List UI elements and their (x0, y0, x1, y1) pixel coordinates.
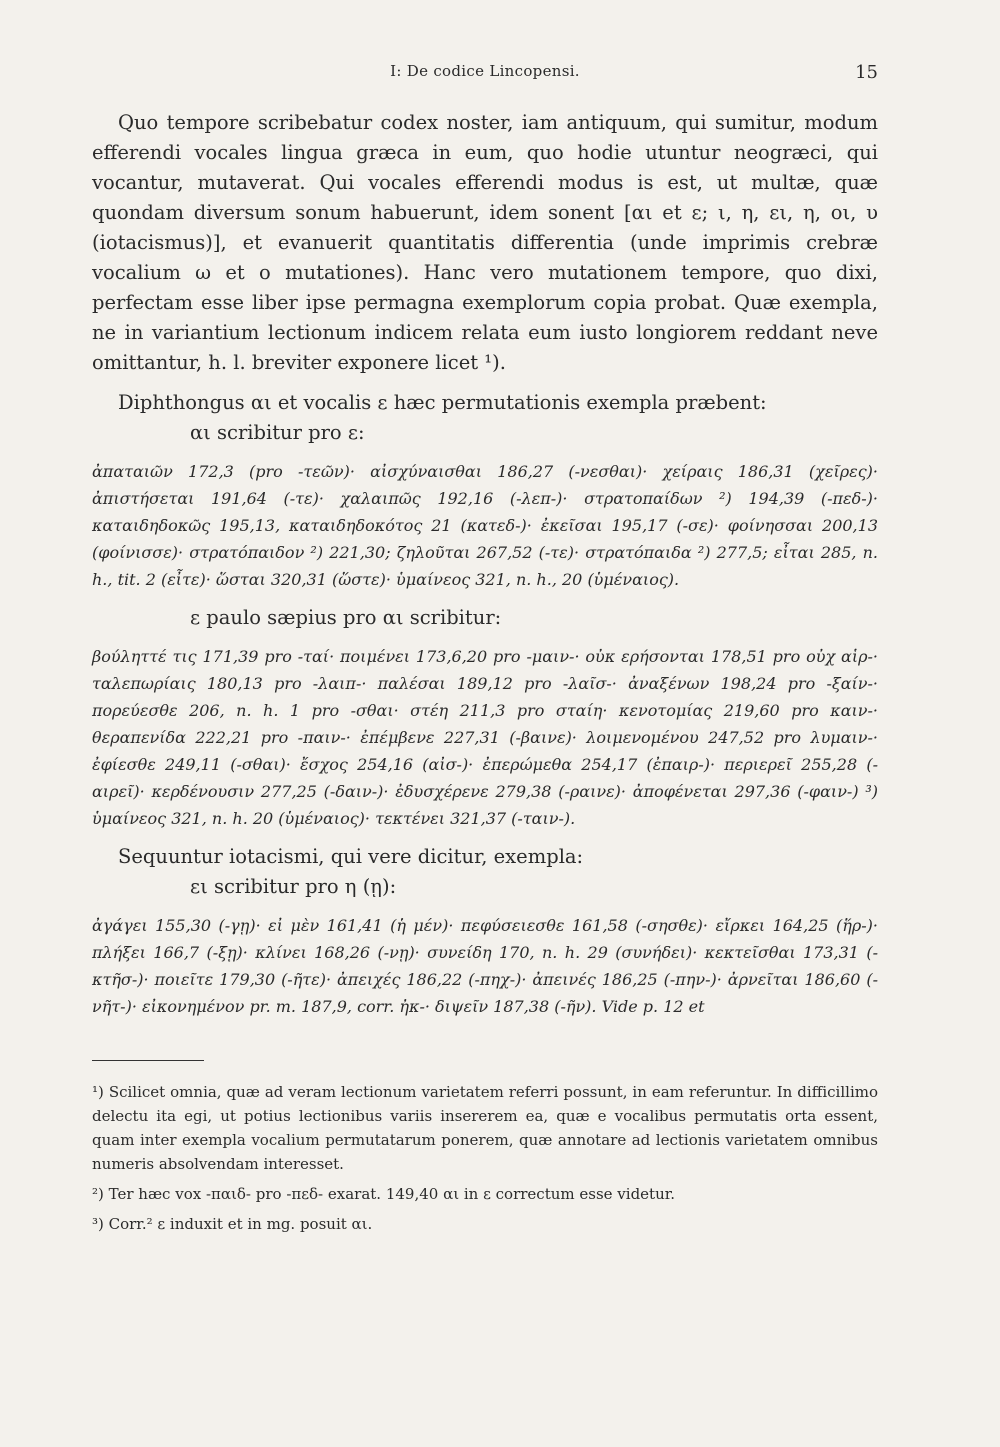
footnote-rule (92, 1060, 204, 1061)
footnote-1: ¹) Scilicet omnia, quæ ad veram lectionum varietatem referri possunt, in eam referuntur. In difficillimo delectu ita egi, ut potius lectionibus variis insererem ea, quæ e vocalibus permutatis orta essent, quam inter exempla vocalium permutatarum ponerem, quæ annotare ad lectionis varietatem omnibus numeris absolvendam interesset. (92, 1083, 878, 1173)
subheading-e-for-ai: ε paulo sæpius pro αι scribitur: (190, 606, 502, 629)
main-text (92, 108, 878, 1020)
footnotes (92, 1080, 878, 1236)
paragraph-iotacism: Sequuntur iotacismi, qui vere dicitur, exempla: (118, 845, 584, 868)
examples-ei-for-e: ἀγάγει 155,30 (-γῃ)· εἰ μὲν 161,41 (ἡ μέν)· πεφύσειεσθε 161,58 (-σησθε)· εἴρκει 164,25 (ἥρ-)· πλήξει 166,7 (-ξῃ)· κλίνει 168,26 (-νῃ)· συνείδη 170, n. h. 29 (συνήδει)· κεκτεῖσθαι 173,31 (-κτῆσ-)· ποιεῖτε 179,30 (-ῆτε)· ἀπειχές 186,22 (-πηχ-)· ἀπεινές 186,25 (-πην-)· ἀρνεῖται 186,60 (-νῆτ-)· εἰκονημένον pr. m. 187,9, corr. ἠκ-· διψεῖν 187,38 (-ῆν). Vide p. 12 et (92, 916, 878, 1016)
paragraph-diphthong: Diphthongus αι et vocalis ε hæc permutationis exempla præbent: (118, 391, 767, 414)
paragraph-intro: Quo tempore scribebatur codex noster, iam antiquum, qui sumitur, modum efferendi vocales lingua græca in eum, quo hodie utuntur neogræci, qui vocantur, mutaverat. Qui vocales efferendi modus is est, ut multæ, quæ quondam diversum sonum habuerunt, idem sonent [αι et ε; ι, η, ει, η, οι, υ (iotacismus)], et evanuerit quantitatis differentia (unde imprimis crebræ vocalium ω et ο mutationes). Hanc vero mutationem tempore, quo dixi, perfectam esse liber ipse permagna exemplorum copia probat. Quæ exempla, ne in variantium lectionum indicem relata eum iusto longiorem reddant neve omittantur, h. l. breviter exponere licet ¹). (92, 111, 878, 374)
examples-ai-for-e: ἀπαταιῶν 172,3 (pro -τεῶν)· αἰσχύναισθαι 186,27 (-νεσθαι)· χείραις 186,31 (χεῖρες)· ἀπιστήσεται 191,64 (-τε)· χαλαιπῶς 192,16 (-λεπ-)· στρατοπαίδων ²) 194,39 (-πεδ-)· καταιδηδοκῶς 195,13, καταιδηδοκότος 21 (κατεδ-)· ἐκεῖσαι 195,17 (-σε)· φοίνησσαι 200,13 (φοίνισσε)· στρατόπαιδον ²) 221,30; ζηλοῦται 267,52 (-τε)· στρατόπαιδα ²) 277,5; εἶται 285, n. h., tit. 2 (εἶτε)· ὥσται 320,31 (ὥστε)· ὑμαίνεος 321, n. h., 20 (ὑμέναιος). (92, 462, 878, 589)
subheading-ei-for-e: ει scribitur pro η (ῃ): (190, 875, 397, 898)
running-header (92, 62, 878, 92)
running-title: I: De codice Lincopensi. (390, 62, 580, 80)
footnote-3: ³) Corr.² ε induxit et in mg. posuit αι. (92, 1215, 373, 1233)
page-number: 15 (855, 62, 878, 83)
footnote-2: ²) Ter hæc vox -παιδ- pro -πεδ- exarat. 149,40 αι in ε correctum esse videtur. (92, 1185, 676, 1203)
examples-e-for-ai: βούληττέ τις 171,39 pro -ταί· ποιμένει 173,6,20 pro -μαιν-· οὐκ ερήσονται 178,51 pro οὐχ αἱρ-· ταλεπωρίαις 180,13 pro -λαιπ-· παλέσαι 189,12 pro -λαῖσ-· ἀναξένων 198,24 pro -ξαίν-· πορεύεσθε 206, n. h. 1 pro -σθαι· στέη 211,3 pro σταίη· κενοτομίας 219,60 pro καιν-· θεραπενίδα 222,21 pro -παιν-· ἐπέμβενε 227,31 (-βαινε)· λοιμενομένου 247,52 pro λυμαιν-· ἐφίεσθε 249,11 (-σθαι)· ἔσχος 254,16 (αἰσ-)· ἐπερώμεθα 254,17 (ἐπαιρ-)· περιερεῖ 255,28 (-αιρεῖ)· κερδένουσιν 277,25 (-δαιν-)· ἐδυσχέρενε 279,38 (-ραινε)· ἀποφένεται 297,36 (-φαιν-) ³) ὑμαίνεος 321, n. h. 20 (ὑμέναιος)· τεκτένει 321,37 (-ταιν-). (92, 647, 878, 828)
subheading-ai-for-e: αι scribitur pro ε: (190, 421, 365, 444)
